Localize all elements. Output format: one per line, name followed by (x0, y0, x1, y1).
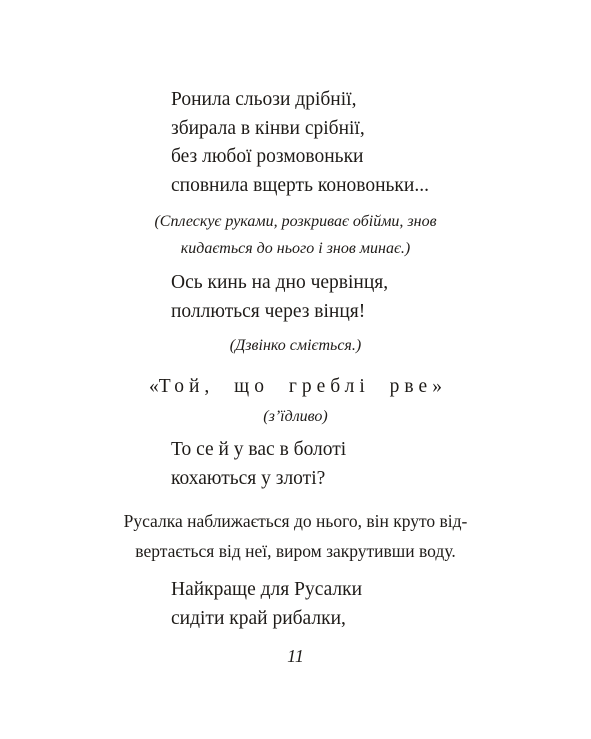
stage-direction-1 (0, 208, 591, 262)
verse-line: сповнила вщерть коновоньки... (171, 174, 429, 196)
verse-line: Найкраще для Русалки (171, 579, 363, 600)
prose-line: вертається від неї, виром закрутивши воду. (135, 541, 456, 561)
verse-line: То се й у вас в болоті (171, 439, 347, 460)
verse-stanza-4 (171, 576, 362, 633)
verse-line: поллються через вінця! (171, 300, 366, 322)
speaker-name: Той, що греблі рве (158, 376, 433, 397)
prose-paragraph (0, 506, 591, 566)
open-quote: « (149, 376, 159, 397)
verse-line: збирала в кінви срібнії, (171, 117, 365, 139)
verse-line: сидіти край рибалки, (171, 607, 346, 629)
verse-stanza-2 (171, 269, 388, 326)
stage-direction-line: (Сплескує руками, розкриває обійми, знов (154, 213, 437, 230)
verse-line: без любої розмовоньки (171, 146, 364, 167)
stage-direction-line: кидається до нього і знов минає.) (180, 240, 411, 257)
verse-line: кохаються у злоті? (171, 467, 326, 489)
stage-direction-2 (0, 332, 591, 359)
verse-line: Ронила сльози дрібнії, (171, 89, 357, 110)
page-number: 11 (287, 646, 304, 666)
stage-direction-line: (Дзвінко сміється.) (229, 337, 362, 354)
verse-line: Ось кинь на дно червінця, (171, 272, 389, 293)
stage-direction-line: (з’їдливо) (263, 408, 328, 425)
close-quote: » (432, 376, 442, 397)
speaker-title (0, 373, 591, 401)
verse-stanza-3 (171, 436, 346, 493)
prose-line: Русалка наближається до нього, він круто від- (123, 511, 468, 531)
verse-stanza-1 (171, 86, 429, 200)
stage-direction-3 (0, 403, 591, 430)
